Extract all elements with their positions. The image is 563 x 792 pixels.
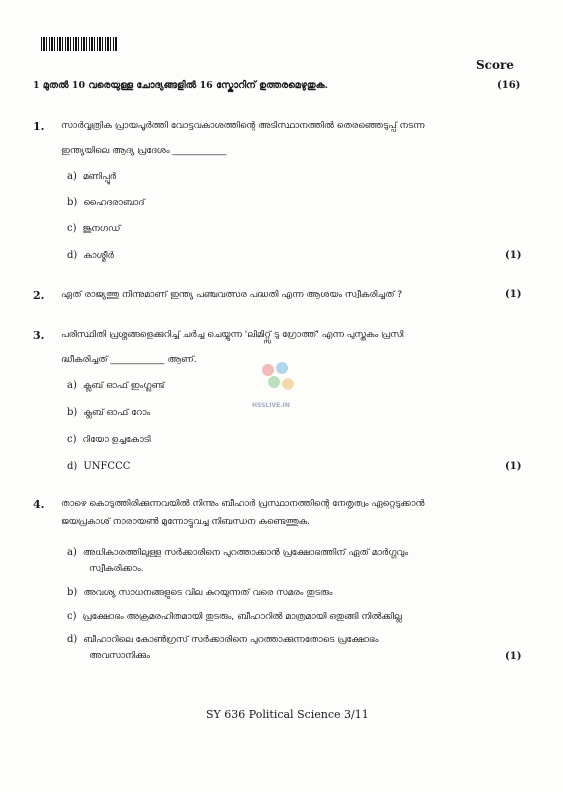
score-heading: Score <box>476 58 514 72</box>
option-item-continuation: അവസാനിക്കും <box>89 651 150 661</box>
question-text: ദ്ധീകരിച്ചത് ____________ ആണ്. <box>61 355 197 365</box>
option-item: b) അവശ്യ സാധനങ്ങളുടെ വില കുറയുന്നത് വരെ സമരം തുടരും <box>67 587 333 598</box>
question-marks: (1) <box>505 651 522 662</box>
question-text: താഴെ കൊടുത്തിരിക്കുന്നവയിൽ നിന്നും ബീഹാർ പ്രസ്ഥാനത്തിന്റെ നേതൃത്വം ഏറ്റെടുക്കാൻ <box>61 499 425 509</box>
option-item: c) ജൂനഗഡ് <box>67 223 121 234</box>
question-number: 2. <box>33 289 45 302</box>
section-marks: (16) <box>497 80 521 91</box>
question-text: ഏത് രാജ്യത്തു നിന്നുമാണ് ഇന്ത്യ പഞ്ചവത്സര പദ്ധതി എന്ന ആശയം സ്വീകരിച്ചത് ? <box>61 290 403 300</box>
watermark-text: HSSLIVE.IN <box>252 402 290 409</box>
question-text: പരിസ്ഥിതി പ്രശ്നങ്ങളെക്കുറിച്ച് ചർച്ച ചെയ്യുന്ന 'ലിമിറ്റ്സ് ടു ഗ്രോത്ത്' എന്ന പുസ്തകം പ്രസി <box>61 330 404 340</box>
question-text: ജയപ്രകാശ് നാരായൺ മുന്നോട്ടുവച്ച നിബന്ധന കണ്ടെത്തുക. <box>61 517 311 527</box>
question-text: സാർവ്വത്രിക പ്രായപൂർത്തി വോട്ടവകാശത്തിന്റെ അടിസ്ഥാനത്തിൽ തെരഞ്ഞെടുപ്പ് നടന്ന <box>61 121 425 131</box>
option-item: d) UNFCCC <box>67 461 131 472</box>
option-item: d) ബീഹാറിലെ കോൺഗ്രസ് സർക്കാരിനെ പുറത്താക്കുന്നതോടെ പ്രക്ഷോഭം <box>67 634 379 645</box>
option-item: c) റിയോ ഉച്ചകോടി <box>67 434 151 445</box>
question-marks: (1) <box>505 250 522 261</box>
option-item: b) ഹൈദരാബാദ് <box>67 197 145 208</box>
option-item: b) ക്ലബ് ഓഫ് റോം <box>67 407 151 418</box>
question-number: 4. <box>33 498 45 511</box>
barcode <box>41 37 117 51</box>
option-item: c) പ്രക്ഷോഭം അക്രമരഹിതമായി തുടരും, ബീഹാറിൽ മാത്രമായി ഒതുങ്ങി നിൽക്കില്ല <box>67 611 402 622</box>
page-footer: SY 636 Political Science 3/11 <box>206 708 369 721</box>
option-item: a) അധികാരത്തിലുള്ള സർക്കാരിനെ പുറത്താക്കാൻ പ്രക്ഷോഭത്തിന് ഏത് മാർഗ്ഗവും <box>67 547 409 558</box>
option-item: a) മണിപ്പൂർ <box>67 171 117 182</box>
section-instruction: 1 മുതൽ 10 വരെയുള്ള ചോദ്യങ്ങളിൽ 16 സ്കോറിന് ഉത്തരമെഴുതുക. <box>33 80 328 91</box>
option-item: d) കാശ്മീർ <box>67 250 114 261</box>
question-number: 3. <box>33 329 45 342</box>
option-item: a) ക്ലബ് ഓഫ് ഇംഗ്ലണ്ട് <box>67 380 165 391</box>
hsslive-logo <box>258 360 298 404</box>
question-marks: (1) <box>505 289 522 300</box>
question-number: 1. <box>33 120 45 133</box>
question-marks: (1) <box>505 461 522 472</box>
option-item-continuation: സ്വീകരിക്കാം. <box>89 564 144 574</box>
question-text: ഇന്ത്യയിലെ ആദ്യ പ്രദേശം ____________ <box>61 146 227 156</box>
